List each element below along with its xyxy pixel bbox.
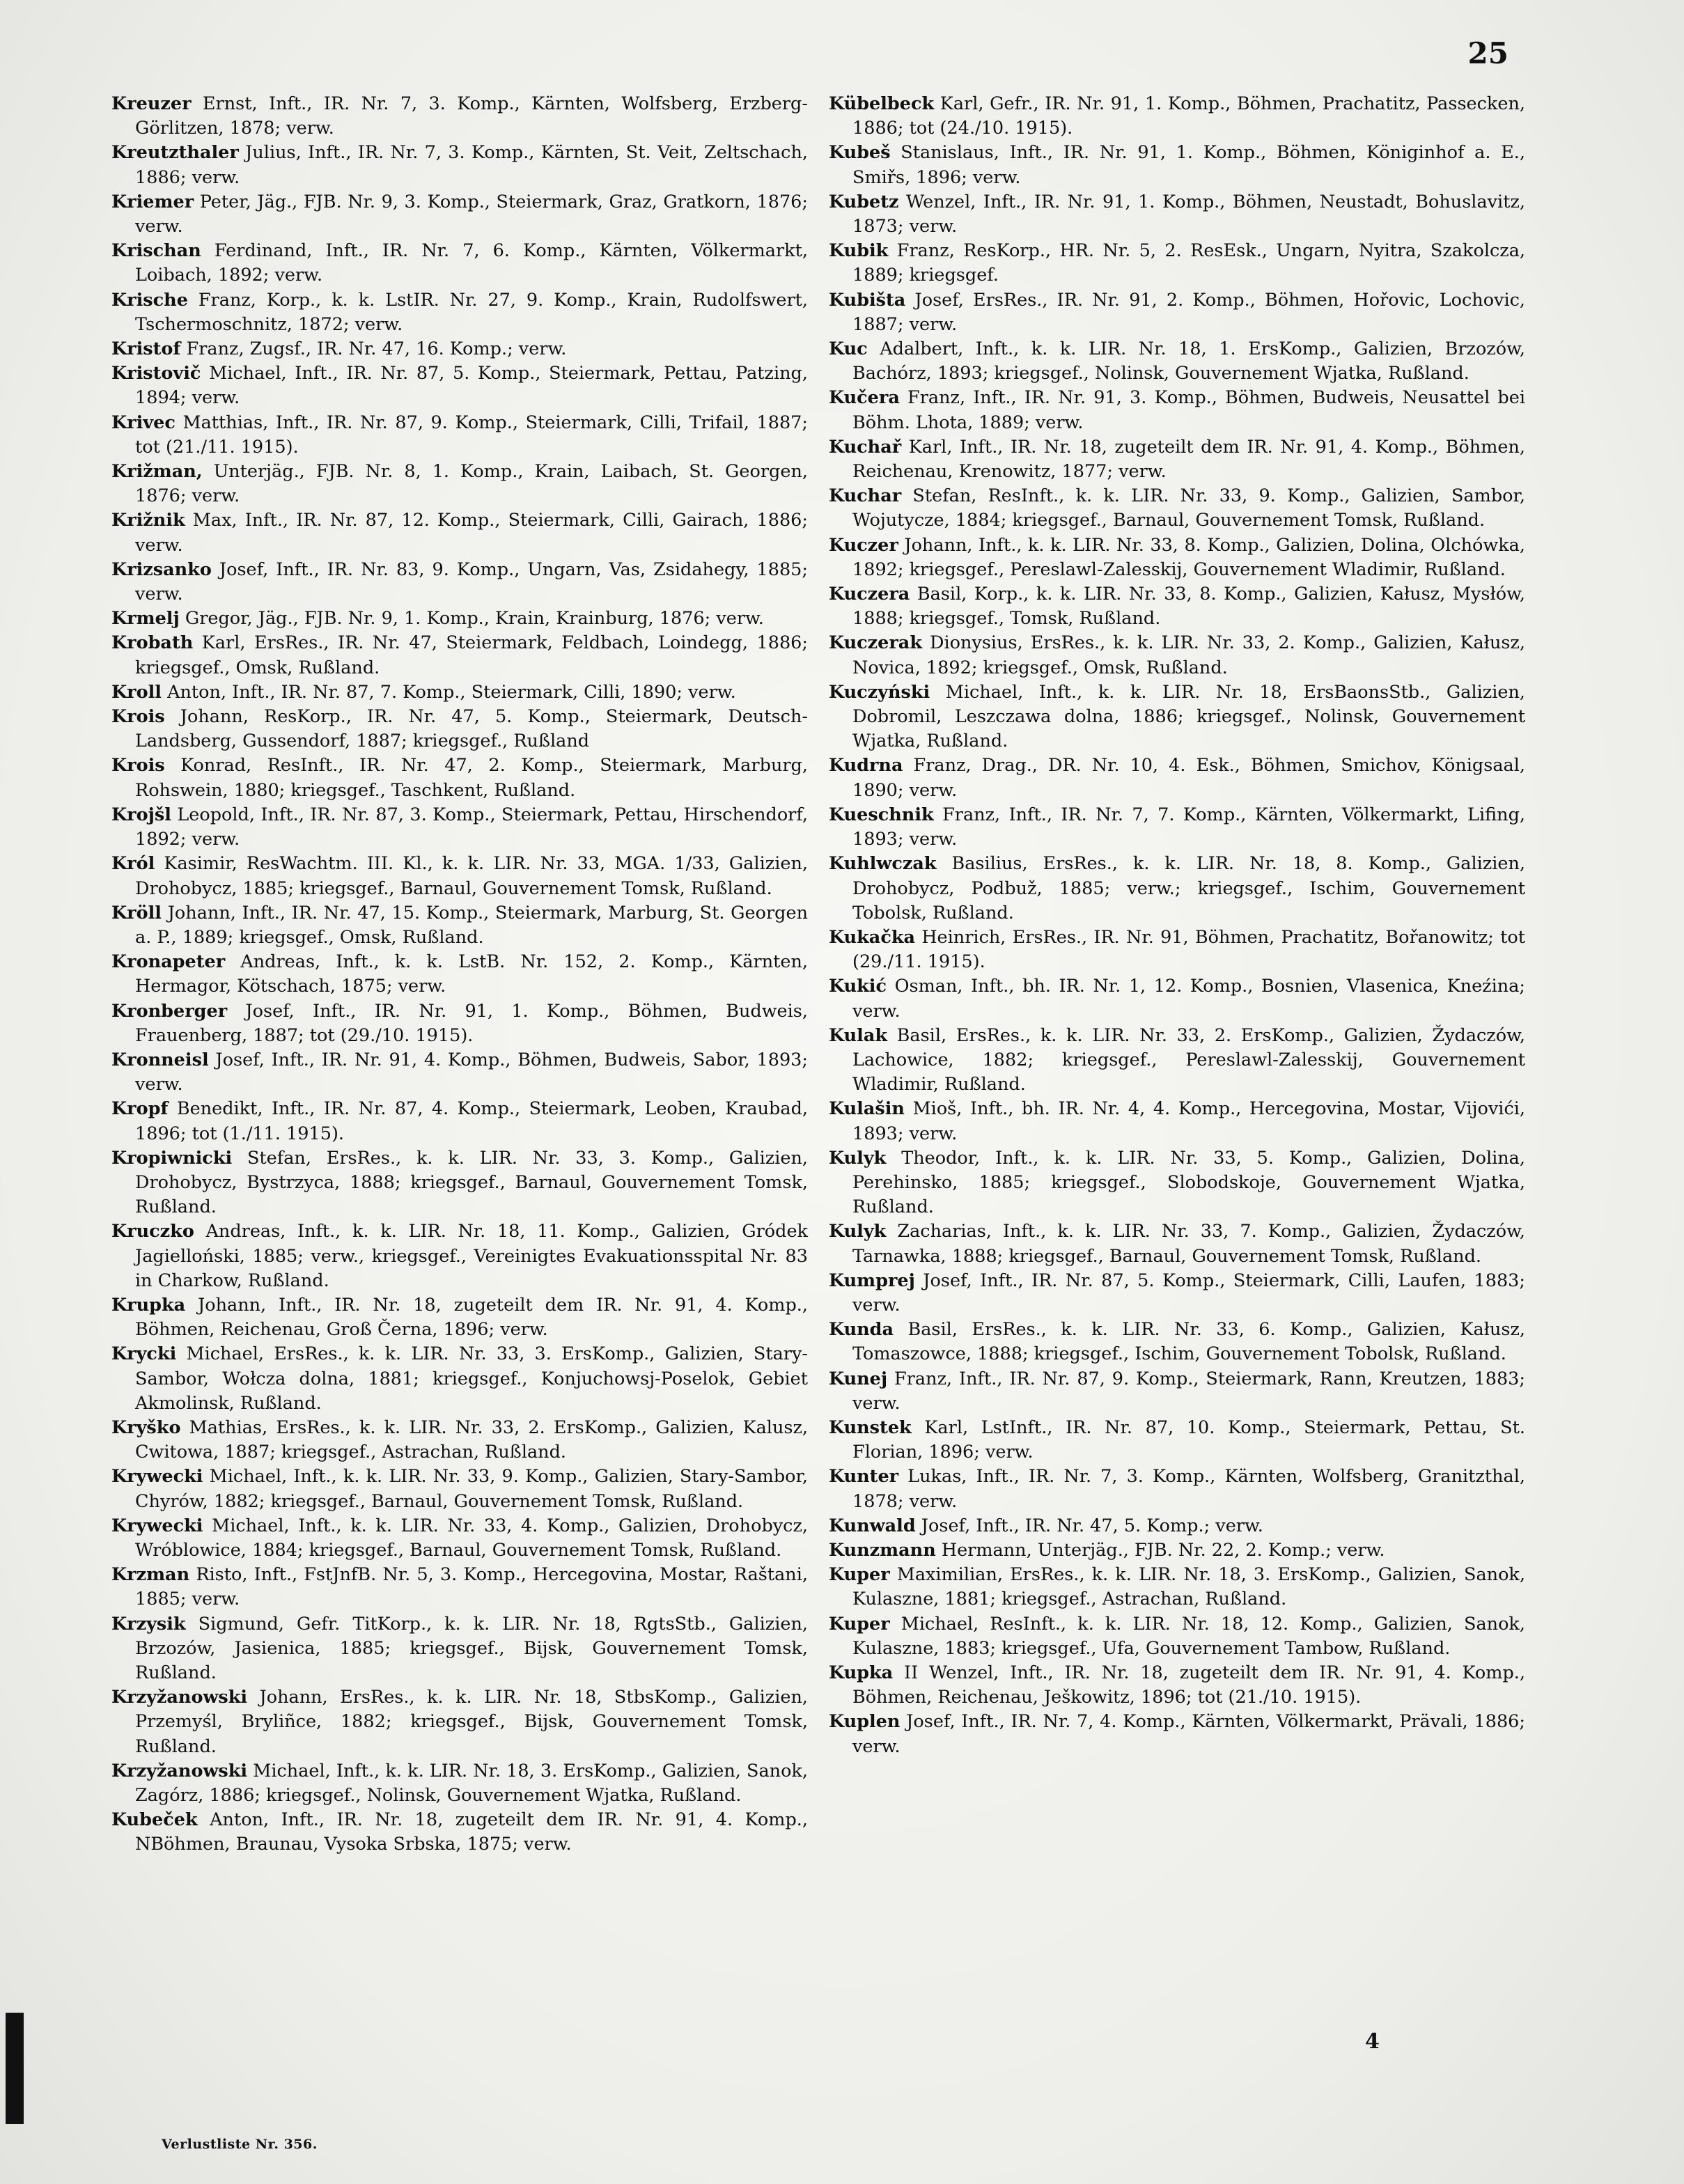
- left-column: [111, 92, 808, 1857]
- casualty-entry: [111, 1612, 808, 1686]
- entry-surname: Kudrna: [829, 755, 903, 777]
- casualty-entry: [111, 803, 808, 852]
- entry-details: Benedikt, Inft., IR. Nr. 87, 4. Komp., Steiermark, Leoben, Kraubad, 1896; tot (1./11. 1915).: [135, 1098, 808, 1144]
- casualty-entry: [829, 386, 1525, 435]
- entry-details: Konrad, ResInft., IR. Nr. 47, 2. Komp., Steiermark, Marburg, Rohswein, 1880; kriegsgef., Taschkent, Rußland.: [135, 755, 808, 801]
- entry-details: Josef, Inft., IR. Nr. 87, 5. Komp., Steiermark, Cilli, Laufen, 1883; verw.: [852, 1270, 1525, 1316]
- entry-details: Johann, ResKorp., IR. Nr. 47, 5. Komp., Steiermark, Deutsch-Landsberg, Gussendorf, 1887; kriegsgef., Rußland: [135, 706, 808, 752]
- entry-surname: Krupka: [111, 1294, 186, 1316]
- entry-surname: Kuczera: [829, 584, 910, 605]
- entry-details: Lukas, Inft., IR. Nr. 7, 3. Komp., Kärnten, Wolfsberg, Granitzthal, 1878; verw.: [852, 1466, 1525, 1512]
- entry-surname: Križman,: [111, 461, 203, 483]
- entry-surname: Kubik: [829, 240, 889, 262]
- entry-surname: Kulyk: [829, 1147, 887, 1169]
- entry-surname: Kumprej: [829, 1270, 915, 1291]
- entry-surname: Krojšl: [111, 804, 171, 825]
- entry-surname: Kunstek: [829, 1417, 912, 1438]
- entry-details: Mioš, Inft., bh. IR. Nr. 4, 4. Komp., Hercegovina, Mostar, Vijovići, 1893; verw.: [852, 1098, 1525, 1144]
- entry-details: Michael, Inft., k. k. LIR. Nr. 33, 9. Komp., Galizien, Stary-Sambor, Chyrów, 1882; kriegsgef., Barnaul, Gouvernement Tomsk, Rußland.: [135, 1466, 808, 1512]
- entry-details: Stanislaus, Inft., IR. Nr. 91, 1. Komp., Böhmen, Königinhof a. E., Smiřs, 1896; verw.: [852, 142, 1525, 188]
- entry-surname: Kuczerak: [829, 632, 922, 654]
- casualty-entry: [111, 337, 808, 361]
- entry-surname: Kukačka: [829, 926, 916, 948]
- casualty-entry: [111, 92, 808, 141]
- entry-details: Adalbert, Inft., k. k. LIR. Nr. 18, 1. ErsKomp., Galizien, Brzozów, Bachórz, 1893; kriegsgef., Nolinsk, Gouvernement Wjatka, Rußland.: [852, 338, 1525, 384]
- casualty-entry: [111, 1685, 808, 1759]
- entry-surname: Krizsanko: [111, 559, 212, 580]
- entry-details: Basil, ErsRes., k. k. LIR. Nr. 33, 2. ErsKomp., Galizien, Žydaczów, Lachowice, 1882; kriegsgef., Pereslawl-Zalesskij, Gouvernement Wladimir, Rußland.: [852, 1024, 1525, 1095]
- casualty-entry: [829, 1416, 1525, 1465]
- entry-details: Theodor, Inft., k. k. LIR. Nr. 33, 5. Komp., Galizien, Dolina, Perehinsko, 1885; kriegsgef., Slobodskoje, Gouvernement Wjatka, Rußland.: [852, 1147, 1525, 1218]
- entry-details: Julius, Inft., IR. Nr. 7, 3. Komp., Kärnten, St. Veit, Zeltschach, 1886; verw.: [135, 142, 808, 188]
- entry-surname: Kupka: [829, 1662, 894, 1683]
- entry-surname: Krzysik: [111, 1613, 186, 1635]
- entry-details: Michael, Inft., k. k. LIR. Nr. 18, 3. ErsKomp., Galizien, Sanok, Zagórz, 1886; kriegsgef., Nolinsk, Gouvernement Wjatka, Rußland.: [135, 1760, 808, 1807]
- casualty-entry: [829, 484, 1525, 533]
- casualty-entry: [111, 239, 808, 288]
- entry-surname: Krywecki: [111, 1515, 203, 1536]
- casualty-entry: [829, 337, 1525, 386]
- entry-surname: Kuhlwczak: [829, 853, 937, 875]
- entry-surname: Król: [111, 853, 155, 875]
- entry-details: Anton, Inft., IR. Nr. 87, 7. Komp., Steiermark, Cilli, 1890; verw.: [161, 681, 736, 703]
- casualty-entry: [829, 1710, 1525, 1758]
- entry-details: Michael, Inft., k. k. LIR. Nr. 33, 4. Komp., Galizien, Drohobycz, Wróblowice, 1884; kriegsgef., Barnaul, Gouvernement Tomsk, Rußland.: [135, 1515, 808, 1561]
- entry-surname: Kuczer: [829, 534, 898, 556]
- casualty-entry: [829, 974, 1525, 1023]
- casualty-entry: [829, 141, 1525, 189]
- casualty-entry: [111, 288, 808, 337]
- entry-surname: Krobath: [111, 632, 194, 654]
- entry-details: Josef, Inft., IR. Nr. 91, 1. Komp., Böhmen, Budweis, Frauenberg, 1887; tot (29./10. 1915).: [135, 1000, 808, 1046]
- casualty-entry: [829, 1097, 1525, 1146]
- entry-details: Heinrich, ErsRes., IR. Nr. 91, Böhmen, Prachatitz, Bořanowitz; tot (29./11. 1915).: [852, 926, 1525, 973]
- entry-surname: Kronapeter: [111, 951, 226, 973]
- entry-surname: Krmelj: [111, 608, 180, 630]
- casualty-entry: [829, 1269, 1525, 1318]
- entry-surname: Kuchař: [829, 436, 902, 458]
- entry-surname: Kueschnik: [829, 804, 934, 825]
- casualty-entry: [111, 1219, 808, 1293]
- casualty-entry: [111, 607, 808, 631]
- entry-details: Johann, Inft., k. k. LIR. Nr. 33, 8. Komp., Galizien, Dolina, Olchówka, 1892; kriegsgef., Pereslawl-Zalesskij, Gouvernement Wladimir, Rußland.: [852, 534, 1525, 580]
- entry-surname: Kröll: [111, 902, 162, 923]
- entry-details: Ernst, Inft., IR. Nr. 7, 3. Komp., Kärnten, Wolfsberg, Erzberg-Görlitzen, 1878; verw.: [135, 93, 808, 139]
- casualty-entry: [829, 92, 1525, 141]
- entry-details: Karl, ErsRes., IR. Nr. 47, Steiermark, Feldbach, Loindegg, 1886; kriegsgef., Omsk, Rußland.: [135, 632, 808, 678]
- entry-details: Kasimir, ResWachtm. III. Kl., k. k. LIR. Nr. 33, MGA. 1/33, Galizien, Drohobycz, 1885; kriegsgef., Barnaul, Gouvernement Tomsk, Rußland.: [135, 853, 808, 899]
- casualty-entry: [829, 1318, 1525, 1366]
- entry-details: Andreas, Inft., k. k. LstB. Nr. 152, 2. Komp., Kärnten, Hermagor, Kötschach, 1875; verw.: [135, 951, 808, 997]
- entry-details: Osman, Inft., bh. IR. Nr. 1, 12. Komp., Bosnien, Vlasenica, Kneźina; verw.: [852, 976, 1525, 1022]
- scan-edge-mark: [6, 2013, 24, 2124]
- right-column: [829, 92, 1525, 1759]
- entry-surname: Krzyžanowski: [111, 1687, 248, 1708]
- casualty-entry: [111, 1293, 808, 1342]
- entry-details: Franz, Korp., k. k. LstIR. Nr. 27, 9. Komp., Krain, Rudolfswert, Tschermoschnitz, 1872; verw.: [135, 289, 808, 335]
- casualty-entry: [111, 705, 808, 754]
- entry-details: Hermann, Unterjäg., FJB. Nr. 22, 2. Komp.; verw.: [935, 1539, 1385, 1561]
- casualty-entry: [829, 533, 1525, 582]
- casualty-entry: [111, 1759, 808, 1808]
- casualty-entry: [829, 754, 1525, 802]
- casualty-entry: [829, 1661, 1525, 1710]
- casualty-entry: [829, 1367, 1525, 1416]
- casualty-entry: [829, 582, 1525, 631]
- entry-details: Michael, Inft., k. k. LIR. Nr. 18, ErsBaonsStb., Galizien, Dobromil, Leszczawa dolna, 1886; kriegsgef., Nolinsk, Gouvernement Wjatka, Rußland.: [852, 681, 1525, 752]
- entry-surname: Kunej: [829, 1368, 888, 1389]
- entry-surname: Kropf: [111, 1098, 169, 1120]
- casualty-entry: [829, 1563, 1525, 1612]
- casualty-entry: [111, 631, 808, 680]
- entry-details: Josef, Inft., IR. Nr. 47, 5. Komp.; verw.: [915, 1515, 1263, 1536]
- casualty-entry: [829, 1612, 1525, 1661]
- entry-surname: Kreuzer: [111, 93, 192, 114]
- entry-surname: Kronneisl: [111, 1049, 209, 1070]
- entry-surname: Kreutzthaler: [111, 142, 239, 164]
- entry-surname: Kubeček: [111, 1809, 198, 1831]
- entry-details: Sigmund, Gefr. TitKorp., k. k. LIR. Nr. 18, RgtsStb., Galizien, Brzozów, Jasienica, 1885; kriegsgef., Bijsk, Gouvernement Tomsk, Rußland.: [135, 1613, 808, 1683]
- casualty-entry: [111, 1465, 808, 1513]
- casualty-entry: [829, 803, 1525, 852]
- entry-details: Franz, Inft., IR. Nr. 91, 3. Komp., Böhmen, Budweis, Neusattel bei Böhm. Lhota, 1889; verw.: [852, 387, 1525, 433]
- entry-details: Josef, Inft., IR. Nr. 91, 4. Komp., Böhmen, Budweis, Sabor, 1893; verw.: [135, 1049, 808, 1095]
- entry-surname: Kuplen: [829, 1711, 901, 1733]
- entry-details: Franz, Drag., DR. Nr. 10, 4. Esk., Böhmen, Smichov, Königsaal, 1890; verw.: [852, 755, 1525, 801]
- entry-details: Johann, Inft., IR. Nr. 47, 15. Komp., Steiermark, Marburg, St. Georgen a. P., 1889; kriegsgef., Omsk, Rußland.: [135, 902, 808, 948]
- entry-details: Zacharias, Inft., k. k. LIR. Nr. 33, 7. Komp., Galizien, Žydaczów, Tarnawka, 1888; kriegsgef., Barnaul, Gouvernement Tomsk, Rußland.: [852, 1221, 1525, 1267]
- casualty-entry: [829, 631, 1525, 680]
- entry-surname: Kübelbeck: [829, 93, 935, 114]
- entry-surname: Kuchar: [829, 485, 902, 507]
- entry-details: Maximilian, ErsRes., k. k. LIR. Nr. 18, 3. ErsKomp., Galizien, Sanok, Kulaszne, 1881; kriegsgef., Astrachan, Rußland.: [852, 1564, 1525, 1610]
- casualty-entry: [829, 1024, 1525, 1098]
- entry-details: Michael, ResInft., k. k. LIR. Nr. 18, 12. Komp., Galizien, Sanok, Kulaszne, 1883; kriegsgef., Ufa, Gouvernement Tambow, Rußland.: [852, 1613, 1525, 1659]
- entry-surname: Kristof: [111, 338, 181, 360]
- casualty-entry: [111, 1416, 808, 1465]
- casualty-entry: [829, 1146, 1525, 1220]
- casualty-entry: [111, 1048, 808, 1097]
- entry-surname: Kunwald: [829, 1515, 916, 1536]
- entry-details: Basil, Korp., k. k. LIR. Nr. 33, 8. Komp., Galizien, Kałusz, Mysłów, 1888; kriegsgef., Tomsk, Rußland.: [852, 584, 1525, 630]
- casualty-entry: [829, 926, 1525, 974]
- entry-surname: Krischan: [111, 240, 201, 262]
- entry-details: Stefan, ErsRes., k. k. LIR. Nr. 33, 3. Komp., Galizien, Drohobycz, Bystrzyca, 1888; kriegsgef., Barnaul, Gouvernement Tomsk, Rußland.: [135, 1147, 808, 1218]
- entry-surname: Kunter: [829, 1466, 899, 1488]
- casualty-entry: [111, 901, 808, 950]
- casualty-entry: [829, 239, 1525, 288]
- entry-details: Andreas, Inft., k. k. LIR. Nr. 18, 11. Komp., Galizien, Gródek Jagielloński, 1885; verw., kriegsgef., Vereinigtes Evakuationsspital Nr. 83 in Charkow, Rußland.: [135, 1221, 808, 1291]
- entry-details: Risto, Inft., FstJnfB. Nr. 5, 3. Komp., Hercegovina, Mostar, Raštani, 1885; verw.: [135, 1564, 808, 1610]
- entry-details: Franz, ResKorp., HR. Nr. 5, 2. ResEsk., Ungarn, Nyitra, Szakolcza, 1889; kriegsgef.: [852, 240, 1525, 286]
- entry-details: Karl, Inft., IR. Nr. 18, zugeteilt dem IR. Nr. 91, 4. Komp., Böhmen, Reichenau, Krenowitz, 1877; verw.: [852, 436, 1525, 483]
- entry-surname: Kristovič: [111, 363, 201, 384]
- entry-surname: Krywecki: [111, 1466, 203, 1488]
- casualty-entry: [111, 361, 808, 410]
- entry-surname: Kruczko: [111, 1221, 194, 1242]
- casualty-entry: [111, 141, 808, 189]
- casualty-entry: [111, 508, 808, 557]
- casualty-entry: [111, 1808, 808, 1857]
- casualty-entry: [111, 1514, 808, 1563]
- entry-surname: Kropiwnicki: [111, 1147, 233, 1169]
- entry-surname: Kulašin: [829, 1098, 905, 1120]
- entry-surname: Kubeš: [829, 142, 891, 164]
- footer-list-number: Verlustliste Nr. 356.: [162, 2137, 318, 2152]
- entry-surname: Kriemer: [111, 191, 194, 212]
- casualty-entry: [829, 190, 1525, 239]
- casualty-entry: [829, 1514, 1525, 1538]
- entry-details: Anton, Inft., IR. Nr. 18, zugeteilt dem IR. Nr. 91, 4. Komp., NBöhmen, Braunau, Vysoka Srbska, 1875; verw.: [135, 1809, 808, 1855]
- entry-details: Josef, ErsRes., IR. Nr. 91, 2. Komp., Böhmen, Hořovic, Lochovic, 1887; verw.: [852, 289, 1525, 335]
- entry-details: Wenzel, Inft., IR. Nr. 91, 1. Komp., Böhmen, Neustadt, Bohuslavitz, 1873; verw.: [852, 191, 1525, 237]
- entry-details: Franz, Zugsf., IR. Nr. 47, 16. Komp.; verw.: [180, 338, 567, 360]
- entry-surname: Krivec: [111, 412, 176, 433]
- casualty-entry: [829, 852, 1525, 926]
- casualty-entry: [829, 680, 1525, 754]
- entry-details: Johann, Inft., IR. Nr. 18, zugeteilt dem IR. Nr. 91, 4. Komp., Böhmen, Reichenau, Groß Černa, 1896; verw.: [135, 1294, 808, 1341]
- casualty-entry: [111, 754, 808, 802]
- page-number: 25: [1467, 36, 1508, 70]
- entry-surname: Kulak: [829, 1024, 888, 1046]
- entry-details: Josef, Inft., IR. Nr. 7, 4. Komp., Kärnten, Völkermarkt, Prävali, 1886; verw.: [852, 1711, 1525, 1757]
- entry-details: Unterjäg., FJB. Nr. 8, 1. Komp., Krain, Laibach, St. Georgen, 1876; verw.: [135, 461, 808, 507]
- entry-surname: Kroll: [111, 681, 162, 703]
- entry-details: Karl, Gefr., IR. Nr. 91, 1. Komp., Böhmen, Prachatitz, Passecken, 1886; tot (24./10. 1915).: [852, 93, 1525, 139]
- casualty-entry: [111, 1563, 808, 1612]
- casualty-entry: [111, 1097, 808, 1146]
- entry-surname: Krzman: [111, 1564, 190, 1586]
- entry-surname: Kulyk: [829, 1221, 887, 1242]
- entry-surname: Kunda: [829, 1319, 894, 1341]
- casualty-entry: [829, 1465, 1525, 1513]
- entry-details: Matthias, Inft., IR. Nr. 87, 9. Komp., Steiermark, Cilli, Trifail, 1887; tot (21./11. 1915).: [135, 412, 808, 458]
- casualty-entry: [111, 852, 808, 900]
- casualty-entry: [111, 460, 808, 508]
- entry-surname: Krzyžanowski: [111, 1760, 248, 1781]
- footer-signature-number: 4: [1365, 2029, 1380, 2054]
- entry-details: Franz, Inft., IR. Nr. 7, 7. Komp., Kärnten, Völkermarkt, Lifing, 1893; verw.: [852, 804, 1525, 850]
- casualty-entry: [111, 999, 808, 1048]
- entry-surname: Križnik: [111, 510, 185, 531]
- casualty-entry: [111, 950, 808, 999]
- entry-surname: Krois: [111, 706, 165, 728]
- entry-surname: Kubišta: [829, 289, 906, 311]
- entry-surname: Kuczyński: [829, 681, 930, 703]
- entry-details: II Wenzel, Inft., IR. Nr. 18, zugeteilt dem IR. Nr. 91, 4. Komp., Böhmen, Reichenau, Ješkowitz, 1896; tot (21./10. 1915).: [852, 1662, 1525, 1708]
- casualty-entry: [829, 1219, 1525, 1268]
- entry-details: Michael, ErsRes., k. k. LIR. Nr. 33, 3. ErsKomp., Galizien, Stary-Sambor, Wołcza dolna, 1881; kriegsgef., Konjuchowsj-Poselok, Gebiet Akmolinsk, Rußland.: [135, 1343, 808, 1414]
- casualty-entry: [111, 1342, 808, 1416]
- entry-surname: Kuper: [829, 1564, 890, 1586]
- entry-details: Basilius, ErsRes., k. k. LIR. Nr. 18, 8. Komp., Galizien, Drohobycz, Podbuž, 1885; verw.; kriegsgef., Ischim, Gouvernement Tobolsk, Rußland.: [852, 853, 1525, 923]
- entry-surname: Kučera: [829, 387, 900, 409]
- casualty-entry: [829, 1538, 1525, 1563]
- casualty-entry: [111, 680, 808, 705]
- casualty-entry: [111, 558, 808, 607]
- entry-details: Ferdinand, Inft., IR. Nr. 7, 6. Komp., Kärnten, Völkermarkt, Loibach, 1892; verw.: [135, 240, 808, 286]
- entry-details: Karl, LstInft., IR. Nr. 87, 10. Komp., Steiermark, Pettau, St. Florian, 1896; verw.: [852, 1417, 1525, 1463]
- entry-surname: Kukić: [829, 976, 887, 997]
- entry-details: Franz, Inft., IR. Nr. 87, 9. Komp., Steiermark, Rann, Kreutzen, 1883; verw.: [852, 1368, 1525, 1414]
- casualty-entry: [111, 190, 808, 239]
- entry-details: Stefan, ResInft., k. k. LIR. Nr. 33, 9. Komp., Galizien, Sambor, Wojutycze, 1884; kriegsgef., Barnaul, Gouvernement Tomsk, Rußland.: [852, 485, 1525, 531]
- entry-details: Johann, ErsRes., k. k. LIR. Nr. 18, StbsKomp., Galizien, Przemyśl, Bryliñce, 1882; kriegsgef., Bijsk, Gouvernement Tomsk, Rußland.: [135, 1687, 808, 1757]
- entry-details: Gregor, Jäg., FJB. Nr. 9, 1. Komp., Krain, Krainburg, 1876; verw.: [179, 608, 764, 630]
- entry-details: Mathias, ErsRes., k. k. LIR. Nr. 33, 2. ErsKomp., Galizien, Kalusz, Cwitowa, 1887; kriegsgef., Astrachan, Rußland.: [135, 1417, 808, 1463]
- casualty-entry: [829, 288, 1525, 337]
- entry-details: Michael, Inft., IR. Nr. 87, 5. Komp., Steiermark, Pettau, Patzing, 1894; verw.: [135, 363, 808, 409]
- casualty-entry: [829, 435, 1525, 484]
- entry-surname: Kronberger: [111, 1000, 228, 1022]
- entry-surname: Kuc: [829, 338, 868, 360]
- entry-details: Dionysius, ErsRes., k. k. LIR. Nr. 33, 2. Komp., Galizien, Kałusz, Novica, 1892; kriegsgef., Omsk, Rußland.: [852, 632, 1525, 678]
- casualty-entry: [111, 411, 808, 460]
- entry-surname: Krycki: [111, 1343, 177, 1365]
- entry-details: Peter, Jäg., FJB. Nr. 9, 3. Komp., Steiermark, Graz, Gratkorn, 1876; verw.: [135, 191, 808, 237]
- entry-details: Max, Inft., IR. Nr. 87, 12. Komp., Steiermark, Cilli, Gairach, 1886; verw.: [135, 510, 808, 556]
- entry-surname: Kryško: [111, 1417, 181, 1438]
- entry-details: Basil, ErsRes., k. k. LIR. Nr. 33, 6. Komp., Galizien, Kałusz, Tomaszowce, 1888; kriegsgef., Ischim, Gouvernement Tobolsk, Rußland.: [852, 1319, 1525, 1365]
- casualty-entry: [111, 1146, 808, 1220]
- entry-surname: Kunzmann: [829, 1539, 936, 1561]
- entry-surname: Krische: [111, 289, 188, 311]
- entry-surname: Krois: [111, 755, 165, 777]
- entry-details: Leopold, Inft., IR. Nr. 87, 3. Komp., Steiermark, Pettau, Hirschendorf, 1892; verw.: [135, 804, 808, 850]
- entry-details: Josef, Inft., IR. Nr. 83, 9. Komp., Ungarn, Vas, Zsidahegy, 1885; verw.: [135, 559, 808, 605]
- entry-surname: Kuper: [829, 1613, 890, 1635]
- entry-surname: Kubetz: [829, 191, 899, 212]
